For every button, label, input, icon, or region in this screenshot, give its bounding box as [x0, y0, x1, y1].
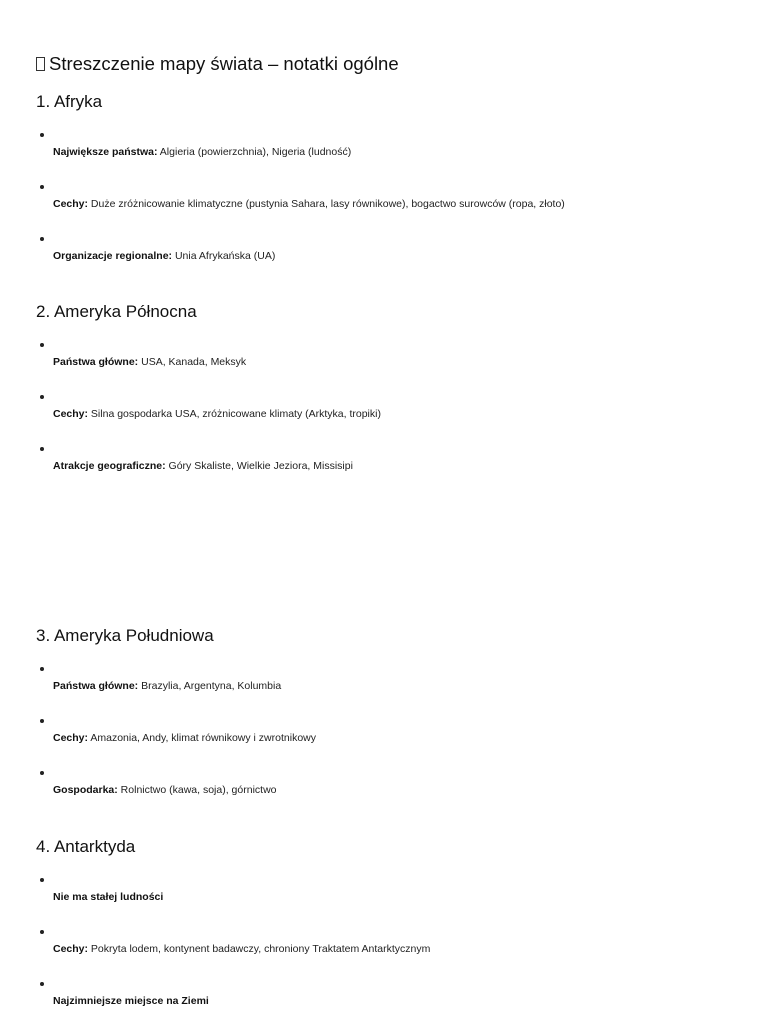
list-item	[0, 133, 768, 167]
item-label: Gospodarka:	[53, 784, 118, 796]
list-item	[0, 395, 768, 429]
item-value: Algieria (powierzchnia), Nigeria (ludność)	[157, 146, 352, 158]
item-value: Duże zróżnicowanie klimatyczne (pustynia Sahara, lasy równikowe), bogactwo surowców (ropa, złoto)	[88, 198, 565, 210]
list-item-text	[53, 784, 277, 796]
bullet-icon	[40, 395, 44, 399]
item-label: Atrakcje geograficzne:	[53, 460, 166, 472]
list-item-text	[53, 680, 281, 692]
bullet-icon	[40, 930, 44, 934]
item-value: Silna gospodarka USA, zróżnicowane klimaty (Arktyka, tropiki)	[88, 408, 381, 420]
list-item-text	[53, 943, 430, 955]
item-value: Brazylia, Argentyna, Kolumbia	[138, 680, 282, 692]
list-item-text	[53, 460, 353, 472]
item-label: Cechy:	[53, 732, 89, 744]
item-value: Rolnictwo (kawa, soja), górnictwo	[117, 784, 277, 796]
list-item-text	[53, 356, 246, 368]
list-item	[0, 343, 768, 377]
bullet-icon	[40, 982, 44, 986]
item-label: Państwa główne:	[53, 356, 139, 368]
section-heading: 2. Ameryka Północna	[36, 302, 197, 321]
document-title-text: Streszczenie mapy świata – notatki ogólne	[49, 53, 399, 74]
item-value: USA, Kanada, Meksyk	[138, 356, 247, 368]
bullet-icon	[40, 447, 44, 451]
list-item-text	[53, 408, 381, 420]
bullet-icon	[40, 667, 44, 671]
item-label: Państwa główne:	[53, 680, 139, 692]
item-label: Nie ma stałej ludności	[53, 891, 164, 903]
list-item-text	[53, 995, 209, 1007]
bullet-icon	[40, 343, 44, 347]
list-item	[0, 185, 768, 219]
list-item-text	[53, 198, 565, 210]
item-label: Cechy:	[53, 198, 89, 210]
bullet-icon	[40, 133, 44, 137]
list-item-text	[53, 146, 351, 158]
item-label: Największe państwa:	[53, 146, 158, 158]
list-item	[0, 719, 768, 753]
bullet-icon	[40, 185, 44, 189]
document-title	[36, 53, 399, 75]
list-item	[0, 771, 768, 805]
list-item-text	[53, 891, 163, 903]
item-value: Góry Skaliste, Wielkie Jeziora, Missisipi	[165, 460, 353, 472]
list-item	[0, 667, 768, 701]
document-icon	[36, 57, 45, 71]
list-item	[0, 878, 768, 912]
list-item	[0, 447, 768, 481]
bullet-icon	[40, 878, 44, 882]
item-value: Unia Afrykańska (UA)	[172, 250, 276, 262]
list-item-text	[53, 250, 275, 262]
list-item	[0, 930, 768, 964]
item-label: Najzimniejsze miejsce na Ziemi	[53, 995, 209, 1007]
item-label: Organizacje regionalne:	[53, 250, 173, 262]
section-heading: 4. Antarktyda	[36, 837, 136, 856]
bullet-icon	[40, 237, 44, 241]
section-heading: 1. Afryka	[36, 92, 103, 111]
item-value: Amazonia, Andy, klimat równikowy i zwrotnikowy	[88, 732, 316, 744]
bullet-icon	[40, 719, 44, 723]
item-label: Cechy:	[53, 943, 89, 955]
bullet-icon	[40, 771, 44, 775]
item-value: Pokryta lodem, kontynent badawczy, chroniony Traktatem Antarktycznym	[88, 943, 431, 955]
section-heading: 3. Ameryka Południowa	[36, 626, 214, 645]
list-item	[0, 237, 768, 271]
item-label: Cechy:	[53, 408, 89, 420]
list-item	[0, 982, 768, 1016]
list-item-text	[53, 732, 316, 744]
